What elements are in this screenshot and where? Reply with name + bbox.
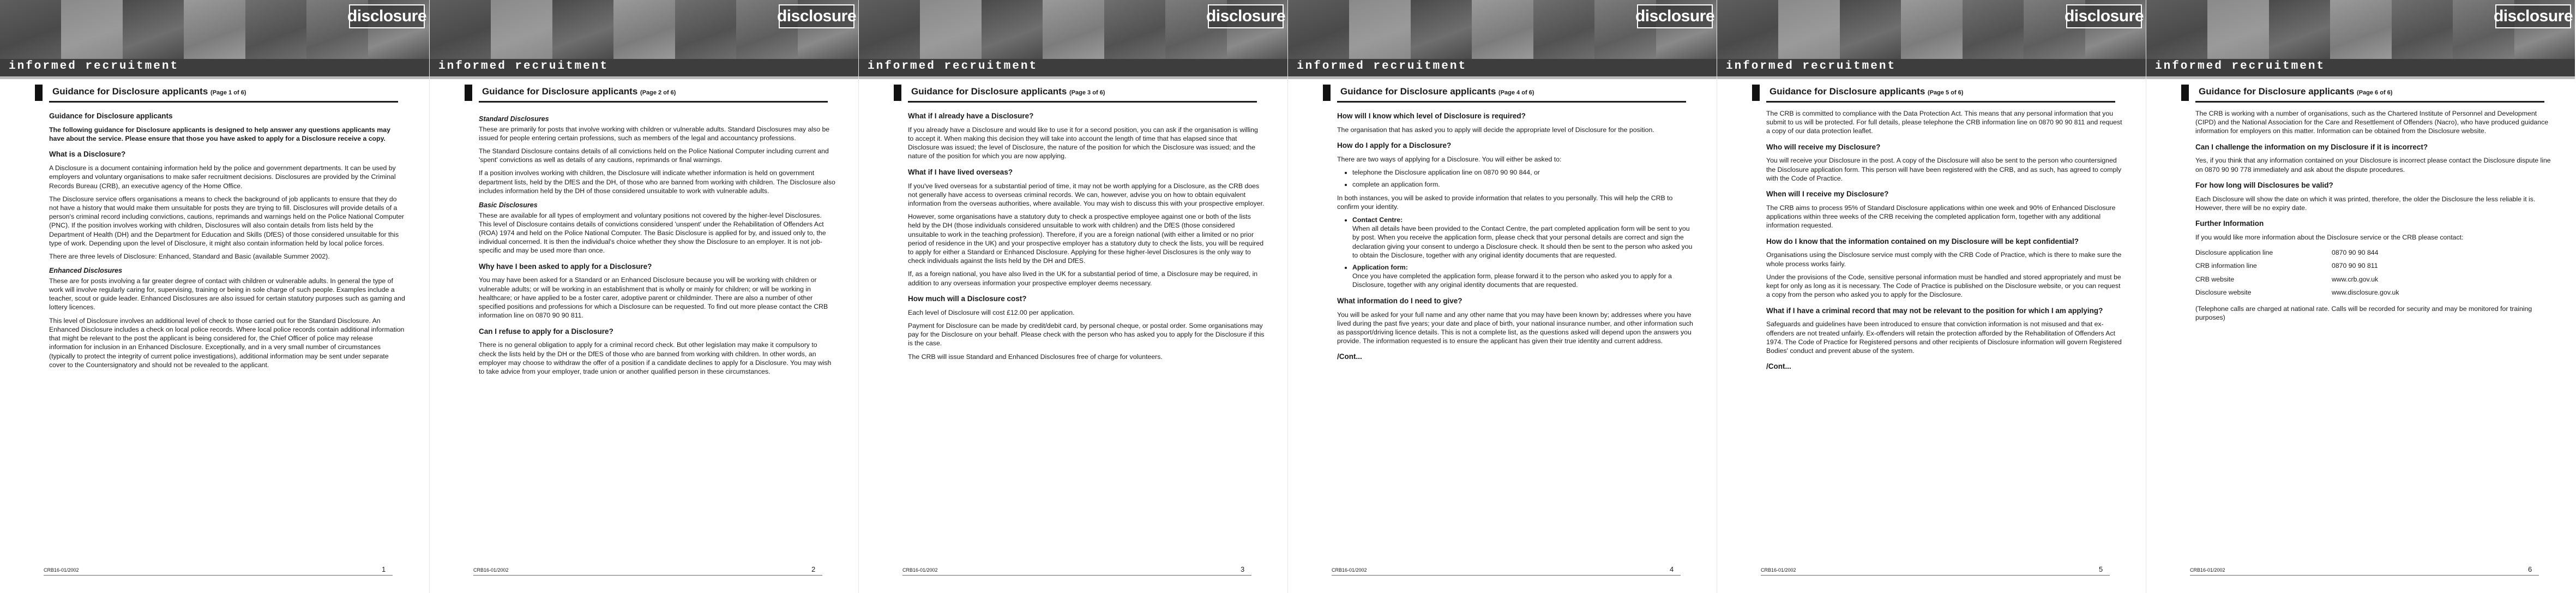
contact-table xyxy=(2195,246,2399,299)
bullet-item-title: • Contact Centre: xyxy=(1352,215,1403,224)
paragraph: The CRB is committed to compliance with the Data Protection Act. This means that any personal information that you submit to us will be protected. For full details, please telephone the CRB information line on 0870 90 90 811 and request a copy of our data protection leaflet. xyxy=(1766,110,2122,135)
header-banner xyxy=(2146,0,2575,76)
page-heading xyxy=(482,86,676,97)
heading-rule xyxy=(2195,101,2544,103)
footer-rule xyxy=(1332,575,1681,576)
footer-rule xyxy=(2190,575,2539,576)
contact-label: CRB website xyxy=(2195,275,2235,283)
paragraph: The Disclosure service offers organisations a means to check the background of job applicants to ensure that they do not have a history that would make them unsuitable for posts they are trying to fill. Disclosures will provide details of a person's criminal record including convictions, cautions, reprimands and warnings held on the Police National Computer (PNC). If the position involves working with children, Disclosures will also contain details from lists held by the Department of Health (DH) and the Department for Education and Skills (DfES) of those considered unsuitable for this type of work. Depending upon the level of Disclosure, it might also contain information held by local police forces. xyxy=(49,195,405,247)
page-heading xyxy=(2199,86,2392,97)
disclosure-logo xyxy=(2066,4,2142,28)
page-number: 6 xyxy=(2528,565,2532,573)
banner-photo xyxy=(430,0,491,59)
page-content xyxy=(1766,109,2123,556)
banner-photo xyxy=(982,0,1043,59)
heading-rule xyxy=(1337,101,1686,103)
page-heading xyxy=(1340,86,1534,97)
paragraph: These are for posts involving a far greater degree of contact with children or vulnerable adults. In general the type of work will involve regularly caring for, supervising, training or being in sole charge of such people. Examples include a teacher, scout or guide leader. Enhanced Disclosures are also issued for certain statutory purposes such as gaming and lottery licences. xyxy=(49,277,405,312)
margin-marker xyxy=(465,85,472,101)
page-heading-text: Guidance for Disclosure applicants xyxy=(2199,86,2355,97)
banner-photo xyxy=(1472,0,1533,59)
page-number: 1 xyxy=(382,565,386,573)
page-heading xyxy=(52,86,246,97)
tagline: informed recruitment xyxy=(9,60,179,73)
contact-label: Disclosure application line xyxy=(2195,249,2273,257)
banner-photo xyxy=(920,0,981,59)
document-page xyxy=(429,0,858,593)
document-page xyxy=(1717,0,2146,593)
paragraph: You will receive your Disclosure in the post. A copy of the Disclosure will also be sent to the person who countersigned the Disclosure application form. This person will have been registered with the CRB, and as such, has agreed to comply with the Code of Practice. xyxy=(1766,157,2122,182)
footer-rule xyxy=(902,575,1251,576)
page-heading xyxy=(1770,86,1963,97)
paragraph: However, some organisations have a statutory duty to check a prospective employee against one or both of the lists held by the DH (those individuals considered unsuitable to work with children) and the DfES (those considered unsuitable to work in the teaching profession). Therefore, if you are a foreign national (with either a limited or no prior period of residence in the UK) and your prospective employer has a statutory duty to check the lists, you will be required to apply for either a Standard or Enhanced Disclosure. Applying for these higher-level Disclosures is the only way to check individuals against the lists held by the DH and DfES. xyxy=(908,213,1264,265)
margin-marker xyxy=(35,85,43,101)
bullet-item xyxy=(1352,263,1694,290)
banner-photo xyxy=(1840,0,1901,59)
logo-text: disclosure xyxy=(2064,7,2144,25)
document-page xyxy=(0,0,429,593)
disclosure-logo xyxy=(1208,4,1284,28)
contact-row xyxy=(2195,286,2399,299)
banner-photo xyxy=(2269,0,2330,59)
tagline: informed recruitment xyxy=(2155,60,2326,73)
banner-photo xyxy=(2392,0,2453,59)
banner-photo xyxy=(1778,0,1839,59)
footer-rule xyxy=(44,575,393,576)
contact-value: www.disclosure.gov.uk xyxy=(2332,288,2399,296)
logo-text: disclosure xyxy=(777,7,857,25)
banner-photo xyxy=(123,0,184,59)
page-content xyxy=(908,109,1265,556)
contact-value: www.crb.gov.uk xyxy=(2332,275,2379,283)
footer-rule xyxy=(1761,575,2110,576)
section-heading: /Cont... xyxy=(1337,352,1362,361)
tagline: informed recruitment xyxy=(438,60,609,73)
header-banner xyxy=(1717,0,2146,76)
paragraph: These are available for all types of employment and voluntary positions not covered by the higher-level Disclosures. This level of Disclosure contains details of convictions considered 'unspent' under the Rehabilitation of Offenders Act (ROA) 1974 and held on the Police National Computer. The Basic Disclosure is applied for by, and issued only to, the individual concerned. It is then the individual's choice whether they show the Disclosure to an employer. It is not job-specific and may be used more than once. xyxy=(479,211,826,255)
page-number: 4 xyxy=(1670,565,1674,573)
header-rule xyxy=(1288,76,1717,79)
banner-photo xyxy=(2146,0,2207,59)
page-heading-text: Guidance for Disclosure applicants xyxy=(52,86,208,97)
footer-reference: CRB16-01/2002 xyxy=(1332,567,1367,573)
section-heading: Why have I been asked to apply for a Disclosure? xyxy=(479,262,652,271)
page-number: 2 xyxy=(811,565,816,573)
page-content xyxy=(2195,109,2553,556)
contact-label: Disclosure website xyxy=(2195,288,2252,296)
disclosure-logo xyxy=(1637,4,1713,28)
banner-photo xyxy=(184,0,245,59)
section-heading: How do I know that the information contained on my Disclosure will be kept confidential? xyxy=(1766,237,2079,245)
section-heading: What if I have a criminal record that may not be relevant to the position for which I am applying? xyxy=(1766,306,2103,315)
paragraph: Yes, if you think that any information contained on your Disclosure is incorrect please contact the Disclosure dispute line on 0870 90 90 778 immediately and ask about the dispute procedures. xyxy=(2195,157,2551,173)
section-heading: Can I refuse to apply for a Disclosure? xyxy=(479,327,613,336)
banner-photo xyxy=(1349,0,1410,59)
disclosure-logo xyxy=(349,4,425,28)
header-banner xyxy=(1288,0,1717,76)
page-number: 3 xyxy=(1241,565,1245,573)
header-rule xyxy=(0,76,429,79)
section-heading: For how long will Disclosures be valid? xyxy=(2195,181,2333,189)
subsection-heading: Basic Disclosures xyxy=(479,201,538,209)
subsection-heading: Enhanced Disclosures xyxy=(49,267,123,275)
footer-reference: CRB16-01/2002 xyxy=(473,567,509,573)
page-label: (Page 4 of 6) xyxy=(1498,89,1534,96)
page-content xyxy=(49,109,406,556)
paragraph: This level of Disclosure involves an additional level of check to those carried out for the Standard Disclosure. An Enhanced Disclosure includes a check on local police records. Where local police records contain additional information that might be relevant to the post the applicant is being considered for, the Chief Officer of police may release information for inclusion in an Enhanced Disclosure. Exceptionally, and in a very small number of circumstances (typically to protect the integrity of current police investigations), additional information may be sent under separate cover to the Countersignatory and should not be revealed to the applicant. xyxy=(49,316,405,369)
document-page xyxy=(2146,0,2575,593)
header-rule xyxy=(1717,76,2146,79)
footer-reference: CRB16-01/2002 xyxy=(1761,567,1796,573)
banner-photo xyxy=(859,0,920,59)
paragraph: Organisations using the Disclosure service must comply with the CRB Code of Practice, which is there to make sure the whole process works fairly. xyxy=(1766,251,2122,268)
page-label: (Page 3 of 6) xyxy=(1069,89,1105,96)
section-heading: What if I already have a Disclosure? xyxy=(908,112,1034,120)
paragraph: Under the provisions of the Code, sensitive personal information must be handled and stored appropriately and must be kept for only as long as it is necessary. The Code of Practice is published on the Disclosure website, or you can request a copy from the person who asked you to apply for the Disclosure. xyxy=(1766,273,2121,299)
section-heading: When will I receive my Disclosure? xyxy=(1766,190,1889,199)
logo-text: disclosure xyxy=(1206,7,1286,25)
footer-rule xyxy=(473,575,822,576)
paragraph: Each Disclosure will show the date on which it was printed, therefore, the older the Disclosure the less reliable it is. However, there will be no expiry date. xyxy=(2195,195,2536,212)
banner-photo xyxy=(1533,0,1594,59)
page-heading-text: Guidance for Disclosure applicants xyxy=(1770,86,1925,97)
heading-rule xyxy=(1766,101,2115,103)
bullet-item-title: • Application form: xyxy=(1352,263,1408,272)
paragraph: You may have been asked for a Standard or an Enhanced Disclosure because you will be working with children or vulnerable adults; or will be working in an establishment that is wholly or mainly for children; or will be working in healthcare; or have applied to be a foster carer, adoptive parent or childminder. There are also a number of other specified positions and professions for which a Disclosure can be requested. To find out more please contact the CRB information line on 0870 90 90 811. xyxy=(479,276,828,320)
header-rule xyxy=(859,76,1287,79)
page-number: 5 xyxy=(2099,565,2103,573)
bullet-list xyxy=(1337,215,1694,290)
tagline: informed recruitment xyxy=(1297,60,1467,73)
section-heading: /Cont... xyxy=(1766,362,1791,371)
disclosure-logo xyxy=(777,4,857,28)
header-banner xyxy=(430,0,858,76)
margin-marker xyxy=(894,85,901,101)
section-heading: Further Information xyxy=(2195,219,2264,228)
header-rule xyxy=(430,76,858,79)
paragraph: If you already have a Disclosure and would like to use it for a second position, you can ask if the organisation is willing to accept it. When making this decision they will take into account the length of time that has elapsed since that Disclosure was issued; the level of Disclosure, the nature of the position for which the Disclosure was issued; and the nature of the position for which you are now applying. xyxy=(908,125,1258,160)
banner-photo xyxy=(675,0,736,59)
document-page xyxy=(858,0,1287,593)
disclosure-logo xyxy=(2495,4,2571,28)
page-label: (Page 5 of 6) xyxy=(1928,89,1964,96)
margin-marker xyxy=(1323,85,1331,101)
contact-value: 0870 90 90 844 xyxy=(2332,249,2379,257)
paragraph: These are primarily for posts that involve working with children or vulnerable adults. Standard Disclosures may also be issued for people entering certain professions, such as members of the legal and accountancy professions. xyxy=(479,125,830,142)
page-label: (Page 6 of 6) xyxy=(2357,89,2393,96)
paragraph: You will be asked for your full name and any other name that you may have been known by; addresses where you have lived during the past five years; your date and place of birth, your national insurance number, and other information such as passport/driving licence details. This is not a complete list, as the questions asked will depend upon the answers you provide. The information requested is to ensure the applicant has given their true identity and current address. xyxy=(1337,310,1693,345)
footer-reference: CRB16-01/2002 xyxy=(2190,567,2225,573)
bullet-item xyxy=(1352,215,1694,260)
paragraph: The Standard Disclosure contains details of all convictions held on the Police National Computer including current and 'spent' convictions as well as details of any cautions, reprimands or final warnings. xyxy=(479,147,829,164)
logo-text: disclosure xyxy=(1635,7,1715,25)
contact-value: 0870 90 90 811 xyxy=(2332,262,2378,270)
section-heading: How do I apply for a Disclosure? xyxy=(1337,141,1452,150)
section-heading: What information do I need to give? xyxy=(1337,296,1462,305)
subsection-heading: Standard Disclosures xyxy=(479,115,549,123)
bullet-item-text: telephone the Disclosure application line on 0870 90 90 844, or xyxy=(1352,169,1540,177)
contact-label: CRB information line xyxy=(2195,262,2257,270)
section-heading: What is a Disclosure? xyxy=(49,150,126,159)
page-label: (Page 1 of 6) xyxy=(210,89,246,96)
paragraph: If you would like more information about the Disclosure service or the CRB please contact: xyxy=(2195,233,2464,241)
section-heading: How much will a Disclosure cost? xyxy=(908,294,1027,303)
paragraph: Each level of Disclosure will cost £12.00 per application. xyxy=(908,308,1075,316)
paragraph: There are two ways of applying for a Disclosure. You will either be asked to: xyxy=(1337,155,1562,163)
contact-row xyxy=(2195,273,2399,286)
bullet-list xyxy=(1337,168,1694,189)
banner-photo xyxy=(1717,0,1778,59)
banner-photo xyxy=(2207,0,2268,59)
logo-text: disclosure xyxy=(347,7,427,25)
banner-photo xyxy=(491,0,552,59)
page-heading-text: Guidance for Disclosure applicants xyxy=(482,86,638,97)
heading-rule xyxy=(908,101,1257,103)
banner-photo xyxy=(61,0,122,59)
header-banner xyxy=(859,0,1287,76)
footer-reference: CRB16-01/2002 xyxy=(902,567,938,573)
document-page xyxy=(1287,0,1717,593)
paragraph: If a position involves working with children, the Disclosure will indicate whether information is held on government department lists, held by the DfES and the DH, of those who are banned from working with children. The Disclosure also includes information held by the DH of those considered unsuitable to work with vulnerable adults. xyxy=(479,169,835,195)
page-label: (Page 2 of 6) xyxy=(640,89,676,96)
page-heading-text: Guidance for Disclosure applicants xyxy=(911,86,1067,97)
banner-photo xyxy=(1963,0,2024,59)
section-heading: Can I challenge the information on my Disclosure if it is incorrect? xyxy=(2195,142,2428,151)
banner-photo xyxy=(1411,0,1472,59)
banner-photo xyxy=(1288,0,1349,59)
paragraph: In both instances, you will be asked to provide information that relates to you personally. This will help the CRB to confirm your identity. xyxy=(1337,194,1673,211)
header-banner xyxy=(0,0,429,76)
tagline: informed recruitment xyxy=(1726,60,1897,73)
page-heading xyxy=(911,86,1105,97)
paragraph: The CRB will issue Standard and Enhanced Disclosures free of charge for volunteers. xyxy=(908,352,1163,361)
margin-marker xyxy=(1752,85,1760,101)
paragraph: The CRB is working with a number of organisations, such as the Chartered Institute of Personnel and Development (CIPD) and the National Association for the Care and Resettlement of Offenders (Nacro), who have produced guidance information for employers on this matter. Information can be obtained from the Disclosure website. xyxy=(2195,110,2549,135)
banner-photo xyxy=(552,0,613,59)
page-heading-text: Guidance for Disclosure applicants xyxy=(1340,86,1496,97)
paragraph: A Disclosure is a document containing information held by the police and government departments. It can be used by employers and voluntary organisations to make safer recruitment decisions. Disclosures are provided by the Criminal Records Bureau (CRB), an executive agency of the Home Office. xyxy=(49,164,396,190)
bullet-item xyxy=(1352,180,1694,189)
heading-rule xyxy=(479,101,828,103)
section-heading: What if I have lived overseas? xyxy=(908,167,1013,176)
section-heading: Guidance for Disclosure applicants xyxy=(49,112,173,120)
banner-photo xyxy=(0,0,61,59)
paragraph: Payment for Disclosure can be made by credit/debit card, by personal cheque, or postal order. Some organisations may pay for the Disclosure on your behalf. Please check with the person who has asked you to apply for the Disclosure if this is the case. xyxy=(908,321,1265,348)
paragraph: There is no general obligation to apply for a criminal record check. But other legislation may make it compulsory to check the lists held by the DH or the DfES of those who are banned from working with children. In other words, an employer may choose to withdraw the offer of a position if a candidate declines to apply for a Disclosure. You may wish to take advice from your employer, trade union or another qualified person in these circumstances. xyxy=(479,341,832,375)
banner-photo xyxy=(2330,0,2391,59)
contact-row xyxy=(2195,246,2399,259)
paragraph: If, as a foreign national, you have also lived in the UK for a substantial period of time, a Disclosure may be required, in addition to any overseas information your prospective employer deems necessary. xyxy=(908,270,1258,287)
paragraph: Safeguards and guidelines have been introduced to ensure that conviction information is not misused and that ex-offenders are not treated unfairly. Ex-offenders will retain the protection afforded by the Rehabilitation of Offenders Act 1974. The Code of Practice for Registered persons and other recipients of Disclosure information will govern Registered Bodies' conduct and prevent abuse of the system. xyxy=(1766,320,2122,355)
banner-photo xyxy=(1043,0,1104,59)
page-content xyxy=(479,109,836,556)
intro-paragraph: The following guidance for Disclosure applicants is designed to help answer any questions applicants may have about the service. Please ensure that those you have asked to apply for a Disclosure receive a copy. xyxy=(49,125,390,143)
logo-text: disclosure xyxy=(2493,7,2573,25)
header-rule xyxy=(2146,76,2575,79)
banner-photo xyxy=(245,0,306,59)
paragraph: (Telephone calls are charged at national rate. Calls will be recorded for security and may be monitored for training purposes) xyxy=(2195,305,2532,322)
paragraph: The CRB aims to process 95% of Standard Disclosure applications within one week and 90% of Enhanced Disclosure applications within three weeks of the CRB receiving the completed application form, together with any additional information requested. xyxy=(1766,203,2116,230)
section-heading: Who will receive my Disclosure? xyxy=(1766,142,1881,151)
bullet-item-text: Once you have completed the application form, please forward it to the person who asked you to apply for a Disclosure, together with any original identity documents that are requested. xyxy=(1352,272,1672,289)
banner-photo xyxy=(1901,0,1962,59)
contact-row xyxy=(2195,259,2399,272)
page-content xyxy=(1337,109,1694,556)
heading-rule xyxy=(49,101,398,103)
banner-photo xyxy=(1104,0,1165,59)
bullet-item xyxy=(1352,168,1694,177)
paragraph: There are three levels of Disclosure: Enhanced, Standard and Basic (available Summer 2002). xyxy=(49,253,330,261)
margin-marker xyxy=(2181,85,2189,101)
bullet-item-text: When all details have been provided to the Contact Centre, the part completed application form will be sent to you by post. When you receive the application form, please check that your personal details are correct and sign the declaration giving your consent to undergo a Disclosure check. It should then be sent to the person who asked you to obtain the Disclosure, together with any original identity documents that are requested. xyxy=(1352,225,1693,259)
section-heading: How will I know which level of Disclosure is required? xyxy=(1337,112,1526,120)
paragraph: The organisation that has asked you to apply will decide the appropriate level of Disclosure for the position. xyxy=(1337,125,1654,134)
banner-photo xyxy=(613,0,675,59)
paragraph: If you've lived overseas for a substantial period of time, it may not be worth applying for a Disclosure, as the CRB does not generally have access to overseas criminal records. We can, however, advise you on how to obtain equivalent information from the overseas authorities, where available. You may wish to discuss this with your prospective employer. xyxy=(908,182,1265,207)
footer-reference: CRB16-01/2002 xyxy=(44,567,79,573)
bullet-item-text: complete an application form. xyxy=(1352,181,1440,189)
tagline: informed recruitment xyxy=(868,60,1038,73)
